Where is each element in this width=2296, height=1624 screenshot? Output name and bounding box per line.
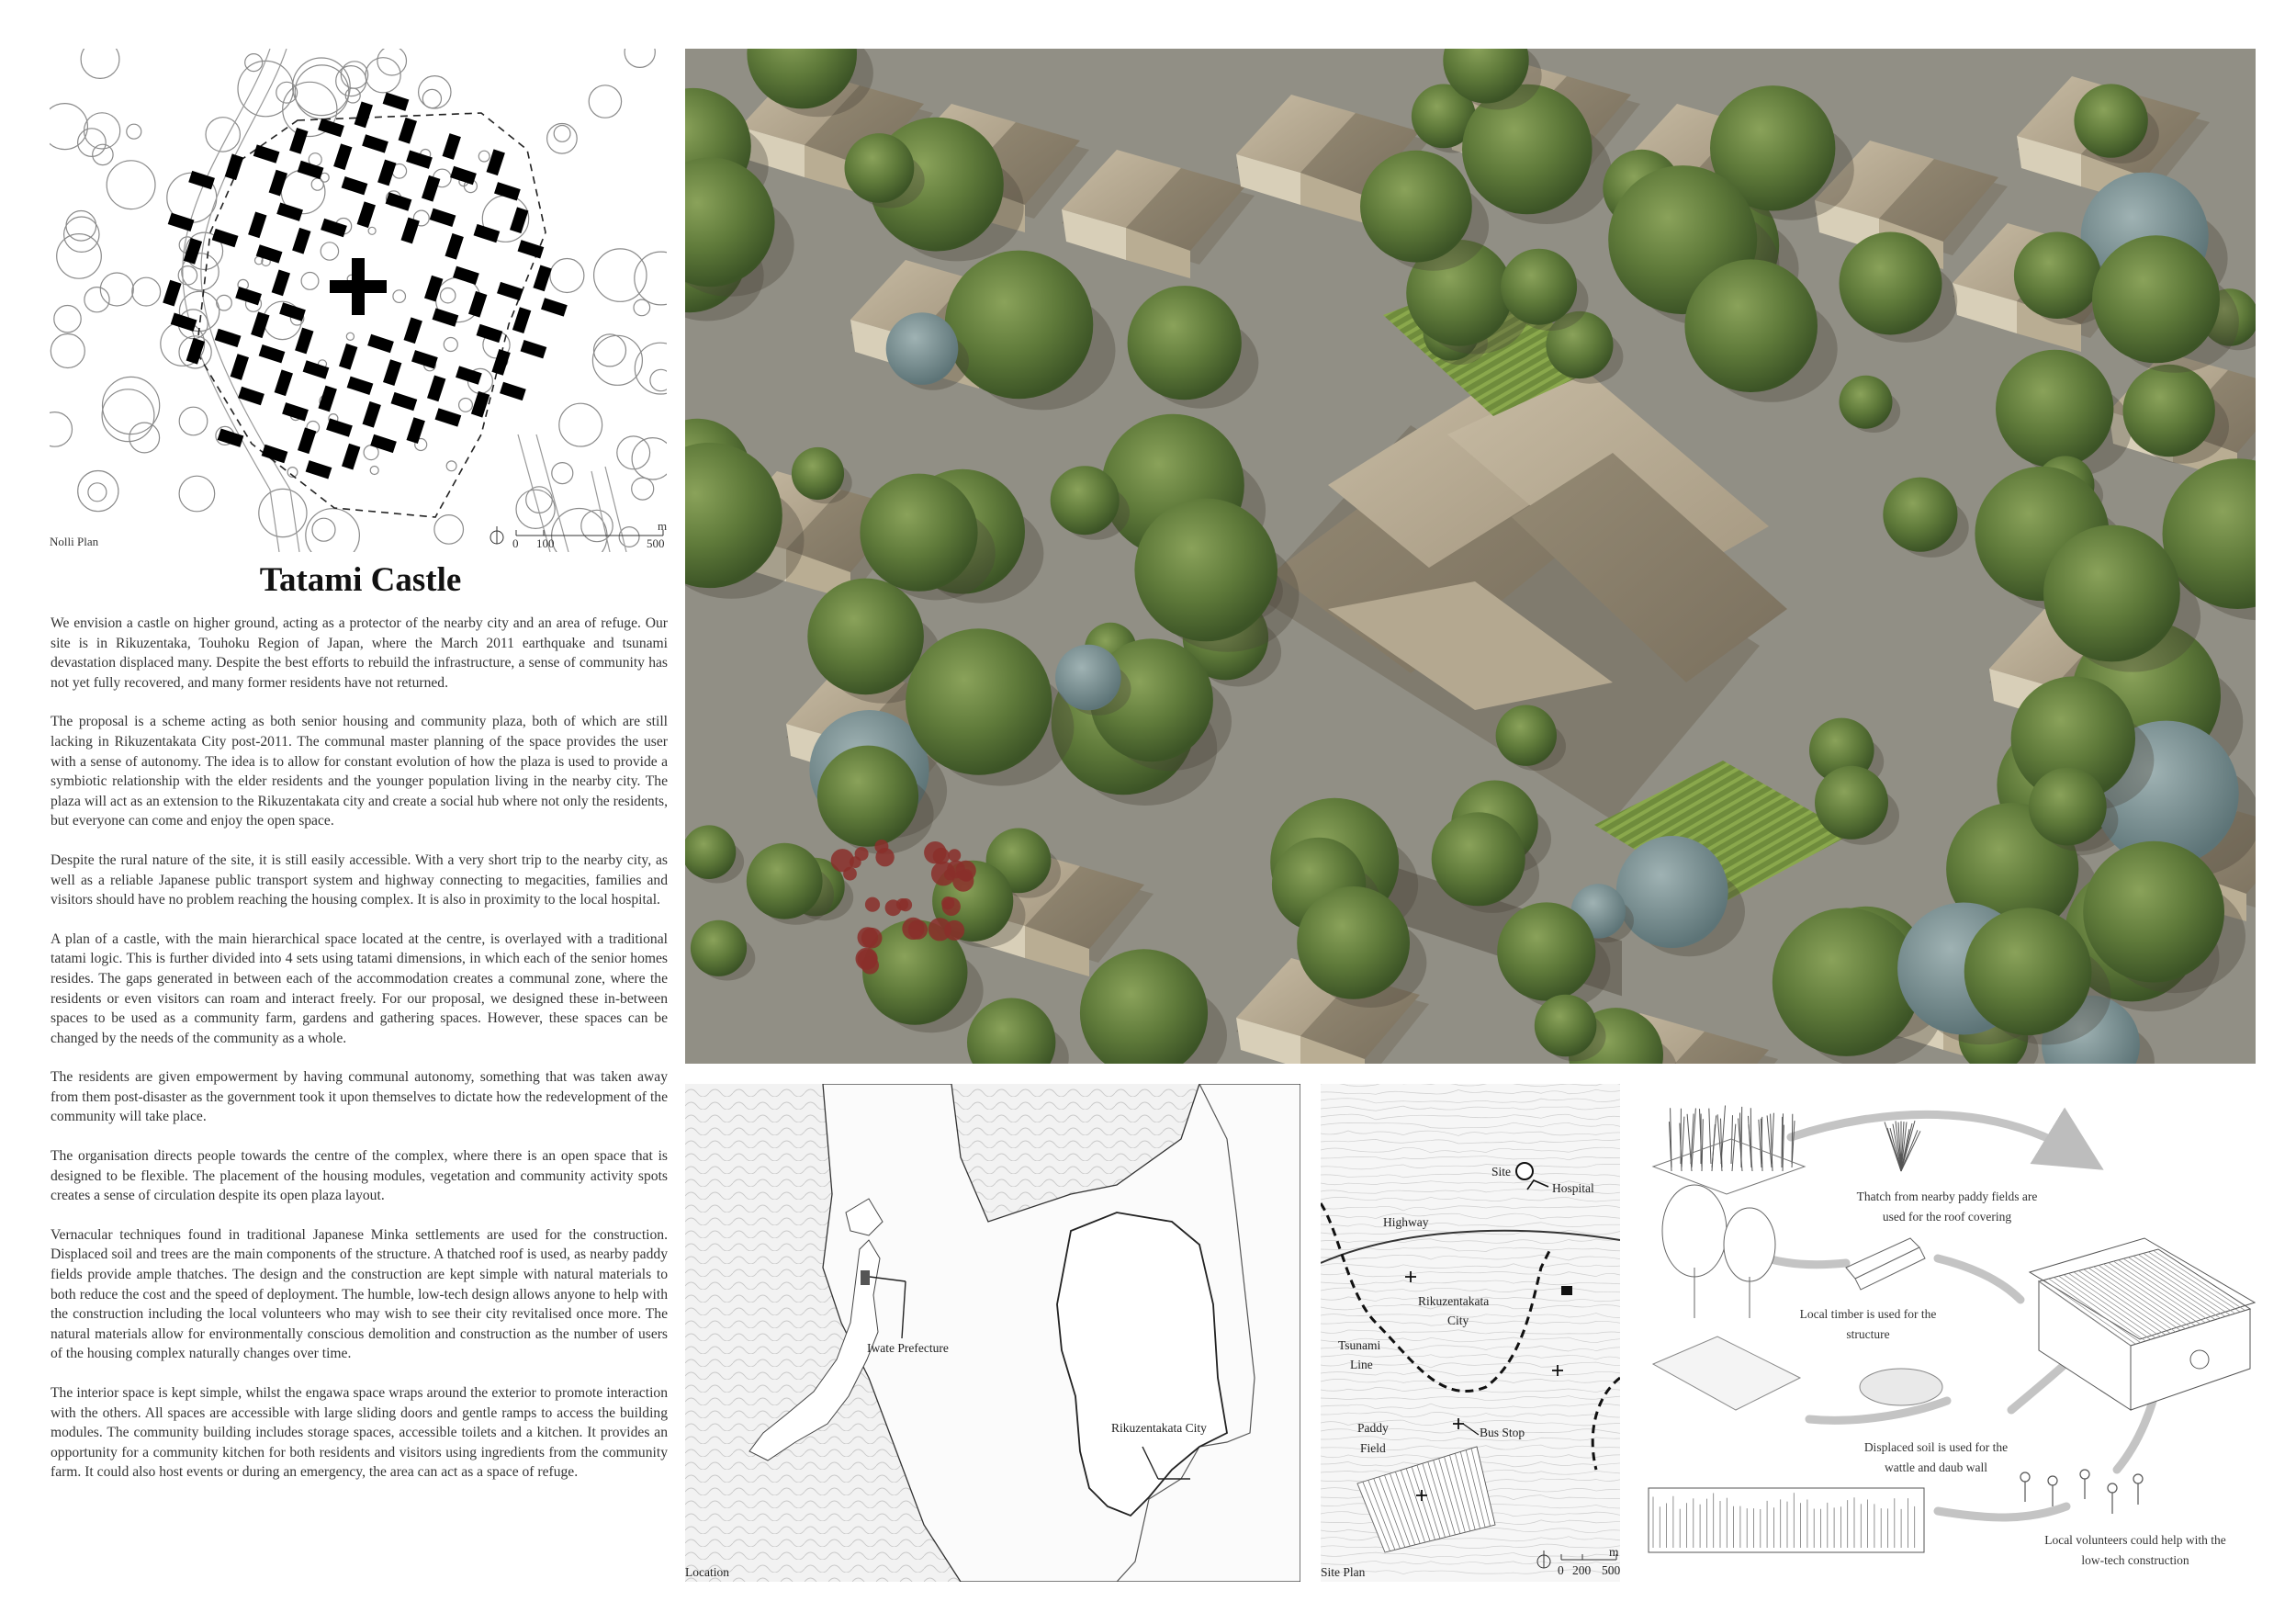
thatch-caption-line-2: used for the roof covering [1882, 1210, 2012, 1224]
site-scale-unit: m [1609, 1545, 1619, 1559]
rikuzentakata-city-label: Rikuzentakata City [1111, 1421, 1207, 1435]
city-label-1: Rikuzentakata [1418, 1294, 1490, 1308]
site-scale-tick-0: 0 [1558, 1563, 1564, 1577]
thatch-caption [1828, 1187, 2066, 1227]
paragraph: We envision a castle on higher ground, acting as a protector of the nearby city and an area of refuge. Our site is in Rikuzentaka, Touhoku Region of Japan, where the March 2011 earthquake and tsunami devastation displaced many. Despite the best efforts to rebuild the infrastructure, a sense of community has not yet fully recovered, and many former residents have not returned. [51, 615, 668, 691]
paddy-label-2: Field [1360, 1441, 1386, 1455]
volunteer-caption-line-1: Local volunteers could help with the [2044, 1533, 2226, 1547]
timber-caption [1776, 1304, 1960, 1345]
description-text [51, 614, 668, 1502]
location-map [685, 1084, 1300, 1582]
volunteer-caption-line-2: low-tech construction [2081, 1553, 2189, 1567]
nolli-plan [50, 49, 667, 552]
site-plan-label: Site Plan [1321, 1565, 1366, 1579]
thatch-caption-line-1: Thatch from nearby paddy fields are [1856, 1190, 2038, 1203]
site-plan-drawing [1321, 1084, 1620, 1582]
nolli-scale-tick-1: 100 [536, 536, 555, 550]
hospital-label: Hospital [1552, 1181, 1594, 1195]
paragraph: The proposal is a scheme acting as both senior housing and community plaza, both of which are still lacking in Rikuzentakata City post-2011. The communal master planning of the space provides the user with a sense of autonomy. The idea is to allow for constant evolution of how the plaza is used to provide a symbiotic relationship with the elder residents and the younger population living in the nearby city. The plaza will act as an extension to the Rikuzentakata city and create a social hub where not only the residents, but everyone can come and enjoy the open space. [51, 714, 668, 829]
site-plan [1321, 1084, 1620, 1582]
paragraph: The organisation directs people towards the centre of the complex, where there is an open space that is designed to be flexible. The placement of the housing modules, vegetation and community activity spots creates a sense of circulation despite its open plaza layout. [51, 1148, 668, 1204]
soil-caption [1835, 1438, 2037, 1478]
page-title: Tatami Castle [259, 561, 462, 599]
iwate-prefecture-label: Iwate Prefecture [867, 1341, 949, 1355]
timber-caption-line-1: Local timber is used for the [1799, 1307, 1937, 1321]
paragraph: Despite the rural nature of the site, it is still easily accessible. With a very short trip to the nearby city, as well as a reliable Japanese public transport system and highway connecting to megacities, families and visitors should have no problem reaching the housing complex. It is also in proximity to the local hospital. [51, 851, 668, 908]
volunteer-caption [2020, 1530, 2250, 1571]
tsunami-label-2: Line [1350, 1358, 1373, 1371]
location-map-drawing [685, 1084, 1300, 1582]
bus-stop-label: Bus Stop [1480, 1426, 1525, 1439]
soil-caption-line-2: wattle and daub wall [1884, 1460, 1988, 1474]
paragraph: The residents are given empowerment by having communal autonomy, something that was taken away from them post-disaster as the government took it upon themselves to dictate how the redevelopment of the community will take place. [51, 1069, 668, 1125]
soil-caption-line-1: Displaced soil is used for the [1863, 1440, 2009, 1454]
nolli-plan-label: Nolli Plan [50, 535, 99, 548]
nolli-scale-unit: m [658, 519, 668, 533]
site-label: Site [1491, 1165, 1512, 1179]
highway-label: Highway [1383, 1215, 1429, 1229]
tsunami-label-1: Tsunami [1338, 1338, 1381, 1352]
timber-caption-line-2: structure [1846, 1327, 1890, 1341]
nolli-scale-tick-0: 0 [512, 536, 519, 550]
nolli-scale-tick-2: 500 [647, 536, 665, 550]
location-map-label: Location [685, 1565, 729, 1579]
site-scale-tick-2: 500 [1602, 1563, 1621, 1577]
paragraph: Vernacular techniques found in traditional Japanese Minka settlements are used for the construction. Displaced soil and trees are the main components of the structure. A thatched roof is used, as nearby paddy fields provide ample thatches. The design and the construction are kept simple with natural materials to both reduce the cost and the speed of deployment. The humble, low-tech design allows anyone to help with the construction including the local volunteers who may wish to see their city revitalised once more. The natural materials allow for environmentally conscious demolition and construction as the number of users of the housing complex naturally changes over time. [51, 1226, 668, 1362]
city-label-2: City [1447, 1314, 1469, 1327]
nolli-plan-drawing [50, 49, 667, 552]
paragraph: The interior space is kept simple, whilst the engawa space wraps around the exterior to promote interaction with the others. All spaces are accessible with large sliding doors and gentle ramps to access the building modules. The community building includes storage spaces, accessible toilets and a kitchen. It provides an opportunity for a community kitchen for both residents and visitors using ingredients from the community farm. It could also host events or during an emergency, the area can act as a space of refuge. [51, 1385, 668, 1481]
site-scale-tick-1: 200 [1572, 1563, 1592, 1577]
aerial-render [685, 49, 2256, 1064]
aerial-render-image [685, 49, 2256, 1064]
paragraph: A plan of a castle, with the main hierarchical space located at the centre, is overlayed with a traditional tatami logic. This is further divided into 4 sets using tatami dimensions, in which each of the senior homes resides. The gaps generated in between each of the accommodation creates a communal zone, where the residents or even visitors can roam and interact freely. For our proposal, we designed these in-between spaces to be used as a community farm, gardens and gathering spaces. However, these spaces can be changed by the needs of the community as a whole. [51, 930, 668, 1046]
paddy-label-1: Paddy [1357, 1421, 1389, 1435]
